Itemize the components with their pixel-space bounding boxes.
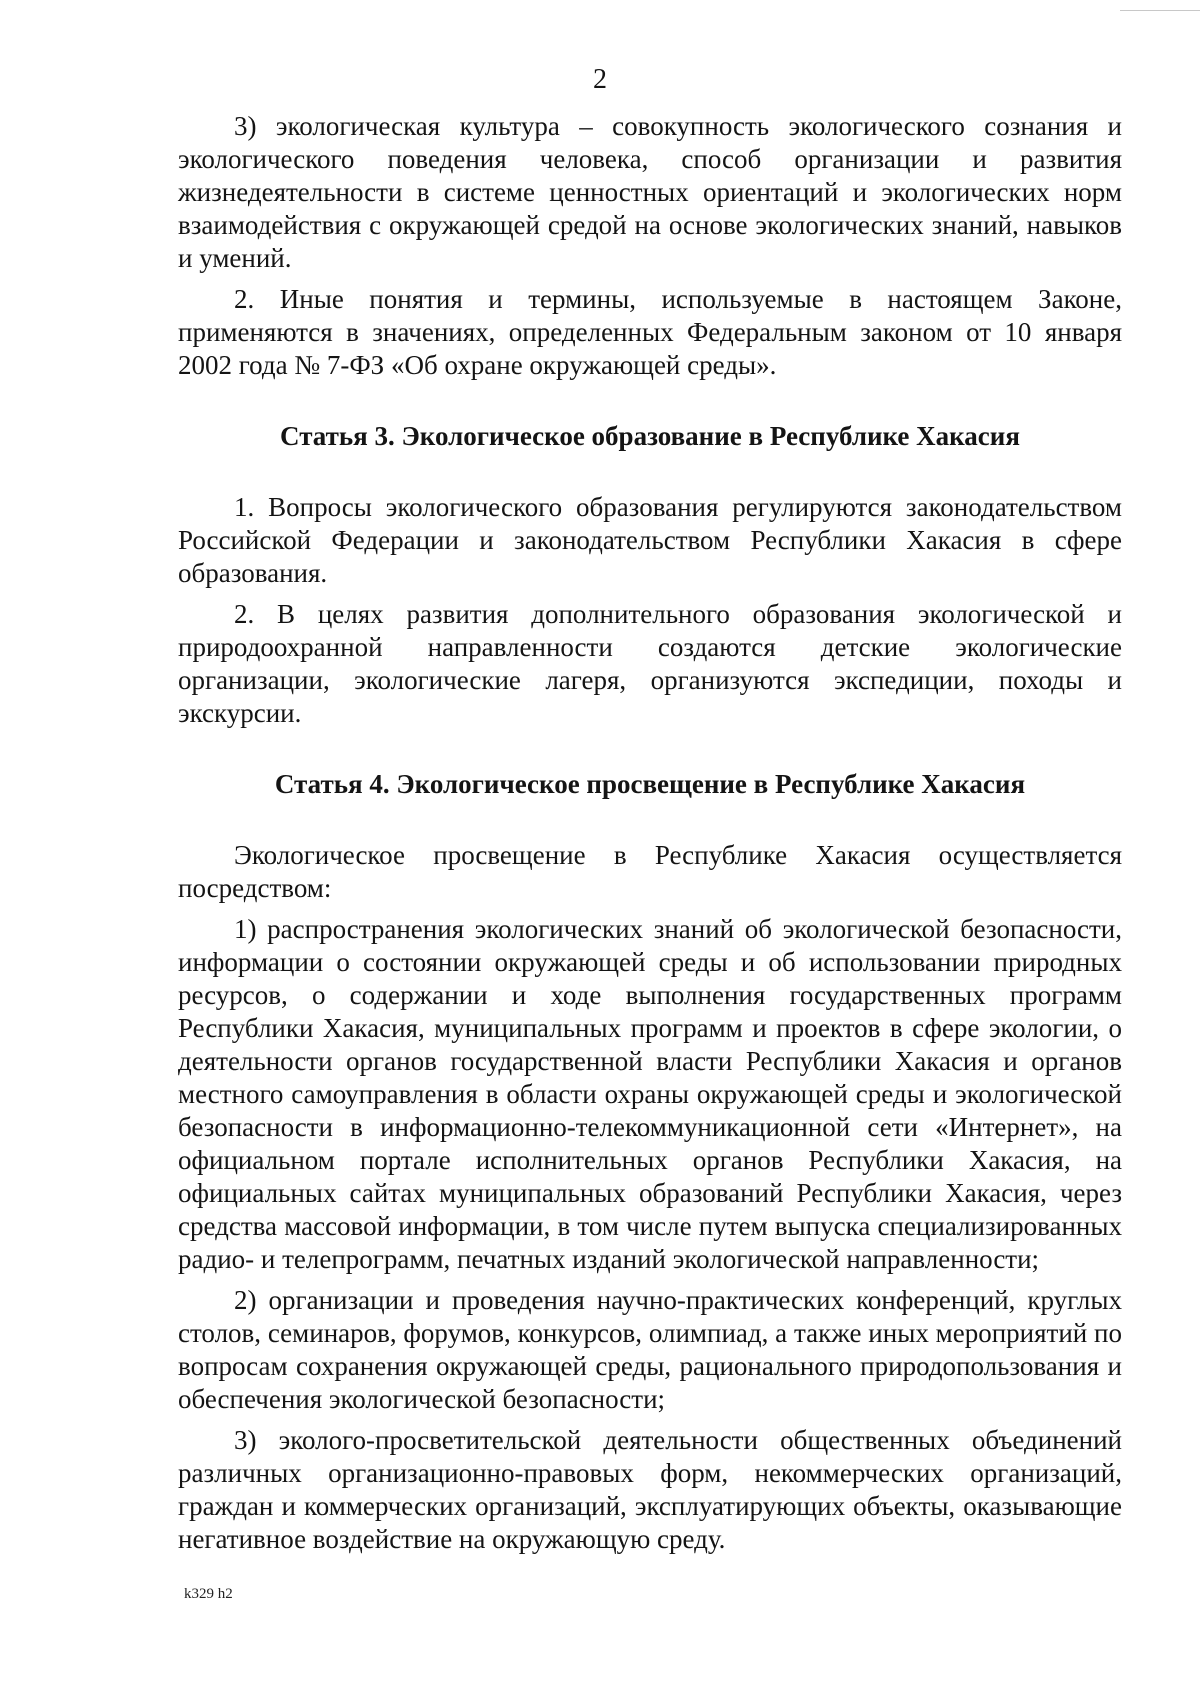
definition-paragraph-3: 3) экологическая культура – совокупность экологического сознания и экологического поведения человека, способ организации и развития жизнедеятельности в системе ценностных ориентаций и экологических норм взаимодействия с окружающей средой на основе экологических знаний, навыков и умений. bbox=[178, 111, 1122, 273]
article-4-heading: Статья 4. Экологическое просвещение в Республике Хакасия bbox=[274, 769, 1026, 799]
article-4-item-3: 3) эколого-просветительской деятельности общественных объединений различных организационно-правовых форм, некоммерческих организаций, граждан и коммерческих организаций, эксплуатирующих объекты, оказывающие негативное воздействие на окружающую среду. bbox=[178, 1425, 1122, 1554]
page-number: 2 bbox=[593, 64, 607, 95]
document-body bbox=[178, 110, 1122, 1564]
article-3-heading: Статья 3. Экологическое образование в Республике Хакасия bbox=[280, 421, 1020, 451]
article-4-item-2: 2) организации и проведения научно-практических конференций, круглых столов, семинаров, форумов, конкурсов, олимпиад, а также иных мероприятий по вопросам сохранения окружающей среды, рационального природопользования и обеспечения экологической безопасности; bbox=[178, 1285, 1122, 1414]
paragraph-other-terms: 2. Иные понятия и термины, используемые в настоящем Законе, применяются в значениях, определенных Федеральным законом от 10 января 2002 года № 7-ФЗ «Об охране окружающей среды». bbox=[178, 284, 1122, 380]
document-code: k329 h2 bbox=[184, 1586, 233, 1602]
article-4-item-1: 1) распространения экологических знаний об экологической безопасности, информации о состоянии окружающей среды и об использовании природных ресурсов, о содержании и ходе выполнения государственных программ Республики Хакасия, муниципальных программ и проектов в сфере экологии, о деятельности органов государственной власти Республики Хакасия и органов местного самоуправления в области охраны окружающей среды и экологической безопасности в информационно-телекоммуникационной сети «Интернет», на официальном портале исполнительных органов Республики Хакасия, на официальных сайтах муниципальных образований Республики Хакасия, через средства массовой информации, в том числе путем выпуска специализированных радио- и телепрограмм, печатных изданий экологической направленности; bbox=[178, 914, 1122, 1274]
scan-edge-mark bbox=[1120, 0, 1200, 11]
article-3-paragraph-2: 2. В целях развития дополнительного образования экологической и природоохранной направленности создаются детские экологические организации, экологические лагеря, организуются экспедиции, походы и экскурсии. bbox=[178, 599, 1122, 728]
article-3-paragraph-1: 1. Вопросы экологического образования регулируются законодательством Российской Федерации и законодательством Республики Хакасия в сфере образования. bbox=[178, 492, 1122, 588]
article-4-intro: Экологическое просвещение в Республике Хакасия осуществляется посредством: bbox=[178, 840, 1122, 903]
